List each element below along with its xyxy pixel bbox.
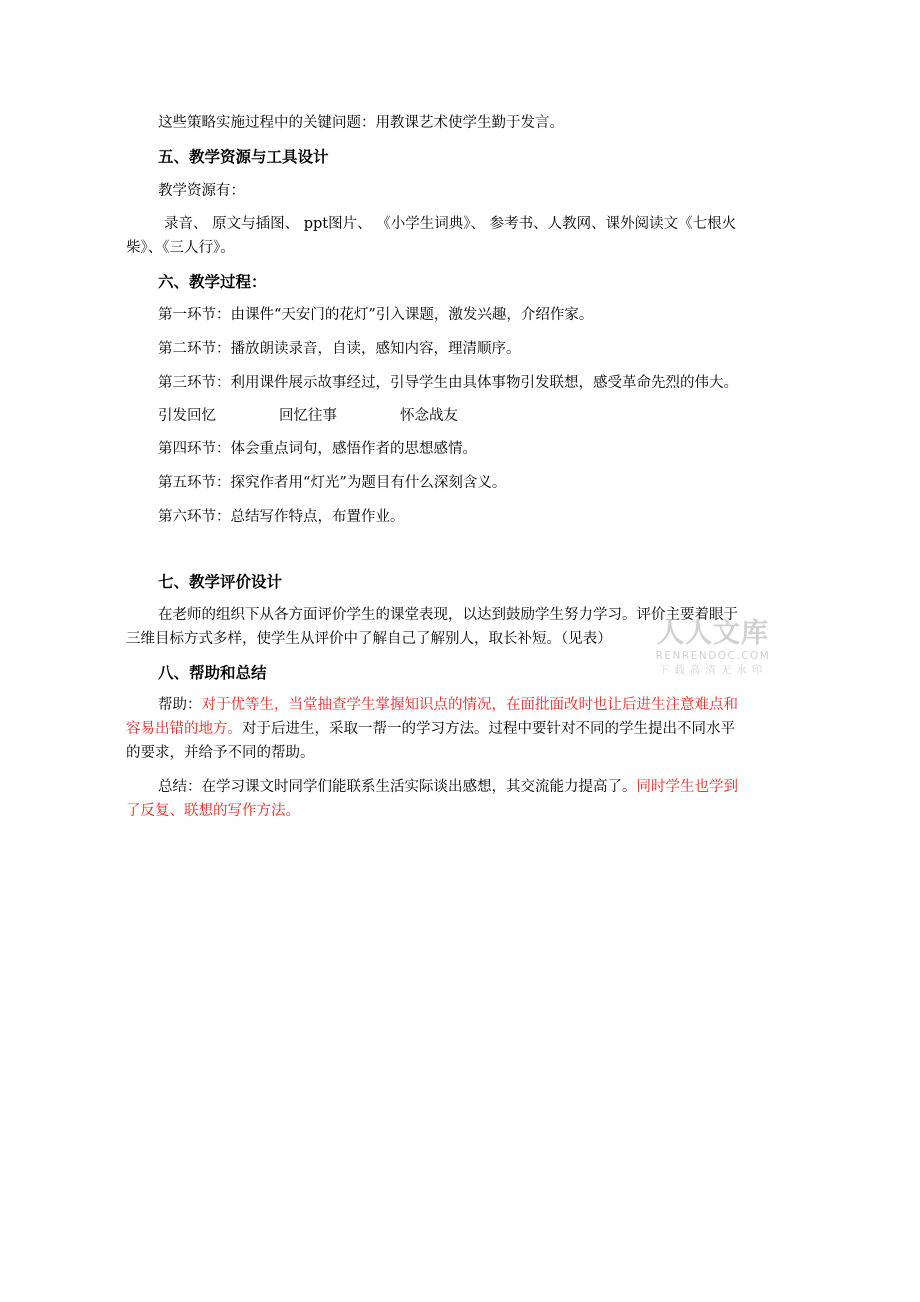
watermark-logo (648, 618, 778, 677)
watermark-url: RENRENDOC.COM (655, 650, 771, 662)
step-4: 第四环节：体会重点词句，感悟作者的思想感情。 (158, 441, 477, 457)
resources-line-1: 录音、 原文与插图、 ppt图片、 《小学生词典》、 参考书、人教网、课外阅读文《七根火 (164, 216, 737, 232)
evaluation-line-1: 在老师的组织下从各方面评价学生的课堂表现，以达到鼓励学生努力学习。评价主要着眼于 (158, 607, 738, 623)
section-heading-8: 八、帮助和总结 (158, 664, 267, 682)
step-3: 第三环节：利用课件展示故事经过，引导学生由具体事物引发联想，感受革命先烈的伟大。 (158, 375, 738, 391)
summary-line-1 (158, 777, 738, 797)
step-6: 第六环节：总结写作特点，布置作业。 (158, 509, 405, 525)
watermark-subtitle: 下载高清无水印 (658, 664, 768, 676)
help-line-2 (126, 719, 735, 739)
resources-line-2: 柴》、《三人行》。 (126, 240, 235, 256)
step-5: 第五环节：探究作者用“灯光”为题目有什么深刻含义。 (158, 475, 507, 491)
summary-highlight-1: 同时学生也学到 (636, 779, 738, 795)
section-heading-7: 七、教学评价设计 (158, 573, 283, 591)
section-heading-6: 六、教学过程： (158, 273, 267, 291)
evaluation-line-2: 三维目标方式多样，使学生从评价中了解自己了解别人，取长补短。（见表） (126, 631, 612, 647)
help-line-3: 的要求，并给予不同的帮助。 (126, 745, 315, 761)
intro-paragraph: 这些策略实施过程中的关键问题：用教课艺术使学生勤于发言。 (158, 115, 564, 131)
help-line-1 (158, 695, 738, 715)
summary-text-1: 总结：在学习课文时同学们能联系生活实际谈出感想，其交流能力提高了。 (158, 779, 637, 795)
chain-item-comrades: 怀念战友 (400, 408, 458, 424)
section-heading-5: 五、教学资源与工具设计 (158, 148, 329, 166)
help-highlight-2: 容易出错的地方。 (126, 721, 242, 737)
chain-item-memories: 回忆往事 (279, 408, 337, 424)
step-2: 第二环节：播放朗读录音，自读，感知内容，理清顺序。 (158, 341, 521, 357)
help-text-2: 对于后进生，采取一帮一的学习方法。过程中要针对不同的学生提出不同水平 (242, 721, 735, 737)
watermark-title: 人人文库 (657, 618, 769, 649)
chain-item-recall: 引发回忆 (158, 408, 216, 424)
resources-label: 教学资源有： (158, 183, 245, 199)
help-highlight-1: 对于优等生，当堂抽查学生掌握知识点的情况，在面批面改时也让后进生注意难点和 (201, 697, 738, 713)
summary-highlight-2: 了反复、联想的写作方法。 (126, 803, 300, 819)
step-1: 第一环节：由课件“天安门的花灯”引入课题，激发兴趣，介绍作家。 (158, 307, 594, 323)
help-label: 帮助： (158, 697, 202, 713)
